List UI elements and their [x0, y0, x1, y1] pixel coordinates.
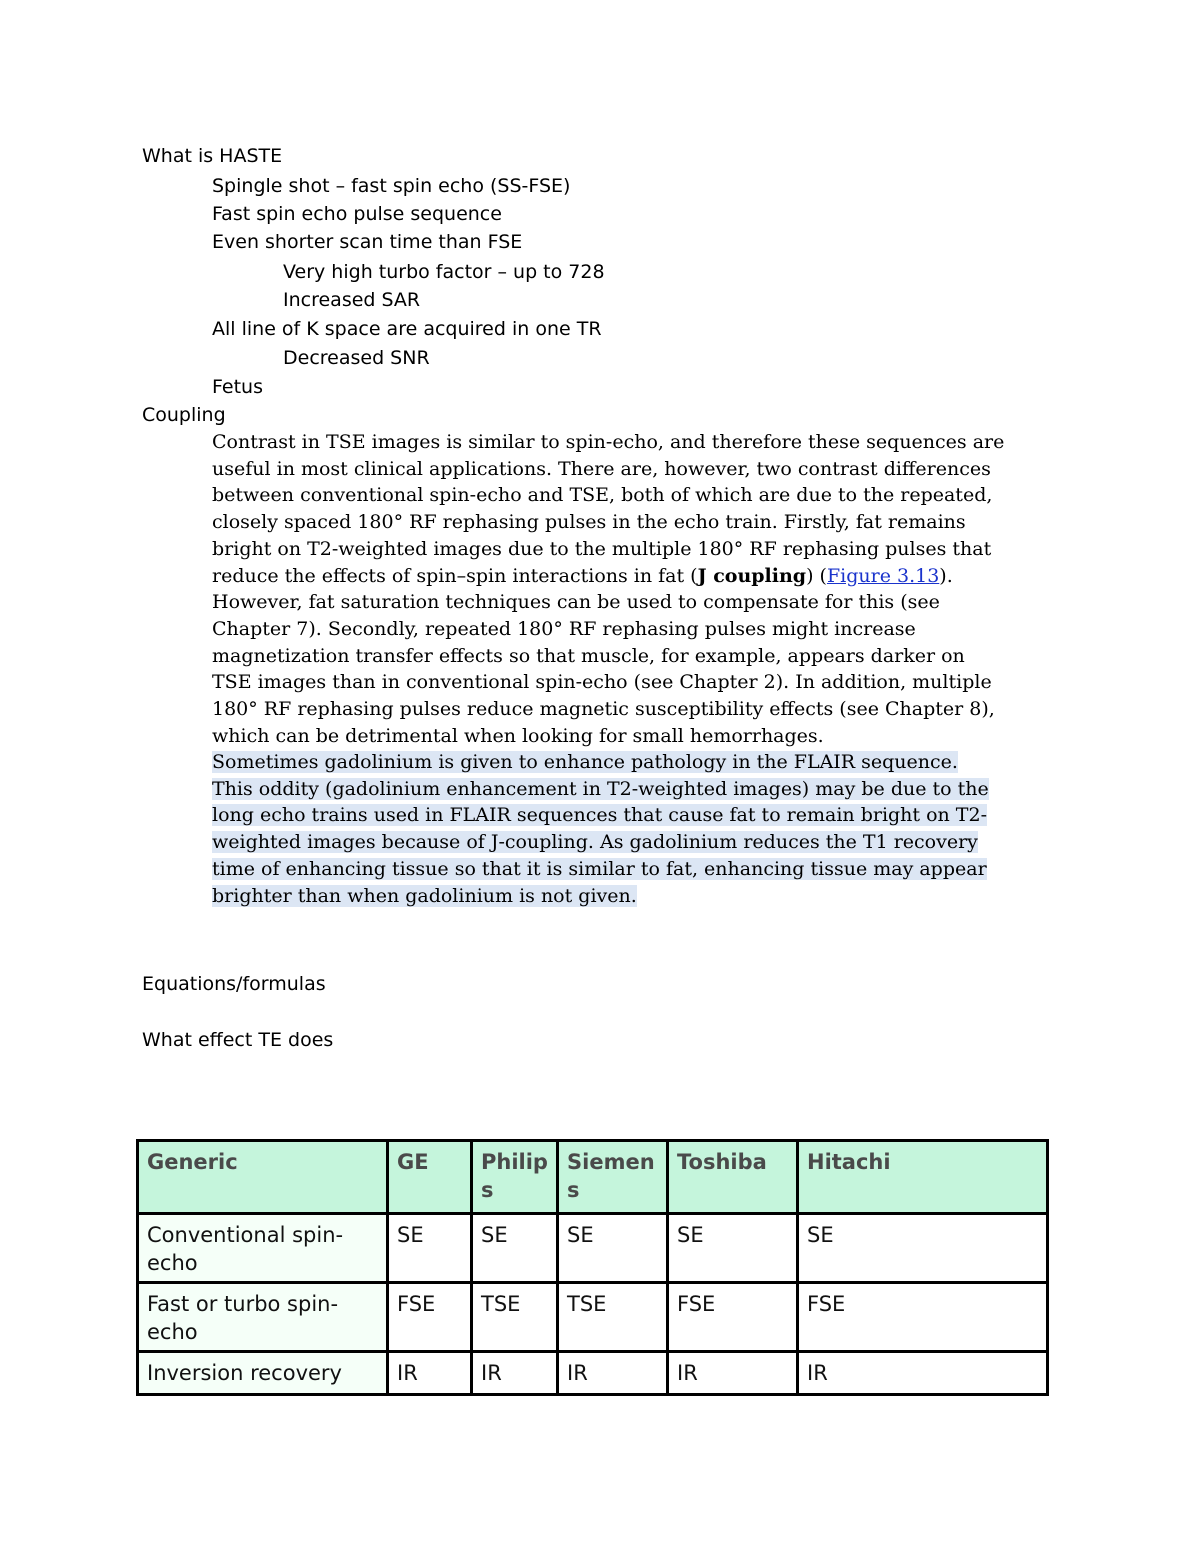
- column-header: Toshiba: [668, 1141, 798, 1214]
- table-row: [138, 1352, 1048, 1395]
- table-cell: TSE: [558, 1283, 668, 1352]
- column-header: Philips: [472, 1141, 558, 1214]
- table-cell: IR: [558, 1352, 668, 1395]
- table-cell: SE: [388, 1214, 472, 1283]
- table-cell: SE: [798, 1214, 1048, 1283]
- paragraph-line: closely spaced 180° RF rephasing pulses in the echo train. Firstly, fat remains: [212, 511, 966, 534]
- table-row: [138, 1283, 1048, 1352]
- highlighted-text: Sometimes gadolinium is given to enhance pathology in the FLAIR sequence.: [212, 751, 958, 773]
- paragraph-line: between conventional spin-echo and TSE, both of which are due to the repeated,: [212, 484, 993, 507]
- paragraph-line: Contrast in TSE images is similar to spin-echo, and therefore these sequences are: [212, 431, 1005, 453]
- table-cell: SE: [668, 1214, 798, 1283]
- table-cell: IR: [668, 1352, 798, 1395]
- table-cell: IR: [388, 1352, 472, 1395]
- paragraph-line: magnetization transfer effects so that muscle, for example, appears darker on: [212, 644, 965, 667]
- paragraph-line: useful in most clinical applications. There are, however, two contrast differences: [212, 457, 991, 480]
- text-span: ).: [939, 564, 953, 587]
- table-cell: FSE: [668, 1283, 798, 1352]
- outline-item: Increased SAR: [283, 289, 421, 311]
- table-cell: TSE: [472, 1283, 558, 1352]
- paragraph-line: 180° RF rephasing pulses reduce magnetic susceptibility effects (see Chapter 8),: [212, 698, 995, 721]
- highlighted-text: This oddity (gadolinium enhancement in T2-weighted images) may be due to the: [212, 777, 989, 800]
- highlighted-line: [212, 749, 1072, 776]
- outline-item: Spingle shot – fast spin echo (SS-FSE): [212, 175, 571, 197]
- highlighted-text: long echo trains used in FLAIR sequences that cause fat to remain bright on T2-: [212, 804, 987, 827]
- highlighted-line: [212, 776, 1072, 803]
- vendor-sequence-table: [136, 1139, 1049, 1396]
- highlighted-text: brighter than when gadolinium is not given.: [212, 884, 637, 907]
- highlighted-paragraph: [212, 749, 1072, 909]
- column-header: Generic: [138, 1141, 388, 1214]
- outline-item-coupling: Coupling: [142, 404, 226, 426]
- highlighted-text: time of enhancing tissue so that it is similar to fat, enhancing tissue may appear: [212, 857, 987, 880]
- table-cell: FSE: [388, 1283, 472, 1352]
- table-cell: FSE: [798, 1283, 1048, 1352]
- paragraph-line: bright on T2-weighted images due to the multiple 180° RF rephasing pulses that: [212, 537, 992, 560]
- outline-item: All line of K space are acquired in one TR: [212, 318, 602, 340]
- paragraph-line: which can be detrimental when looking for small hemorrhages.: [212, 724, 824, 747]
- paragraph-line: However, fat saturation techniques can be used to compensate for this (see: [212, 591, 940, 614]
- table-cell: Fast or turbo spin-echo: [138, 1283, 388, 1352]
- column-header: Siemens: [558, 1141, 668, 1214]
- highlighted-text: weighted images because of J-coupling. As gadolinium reduces the T1 recovery: [212, 831, 978, 854]
- outline-item: Even shorter scan time than FSE: [212, 231, 523, 253]
- figure-link[interactable]: Figure 3.13: [826, 564, 940, 587]
- table-cell: Inversion recovery: [138, 1352, 388, 1395]
- paragraph-line: Chapter 7). Secondly, repeated 180° RF rephasing pulses might increase: [212, 617, 916, 640]
- heading-te-effect: What effect TE does: [142, 1029, 334, 1051]
- outline-item: Fetus: [212, 376, 263, 398]
- table-cell: Conventional spin-echo: [138, 1214, 388, 1283]
- paragraph-line: TSE images than in conventional spin-echo (see Chapter 2). In addition, multiple: [212, 671, 992, 694]
- table-cell: IR: [472, 1352, 558, 1395]
- text-span: ) (: [806, 564, 827, 587]
- table-cell: SE: [472, 1214, 558, 1283]
- table-cell: SE: [558, 1214, 668, 1283]
- table-cell: IR: [798, 1352, 1048, 1395]
- highlighted-line: [212, 883, 1072, 910]
- heading-equations: Equations/formulas: [142, 973, 326, 995]
- outline-item: Fast spin echo pulse sequence: [212, 203, 502, 225]
- outline-item: Very high turbo factor – up to 728: [283, 261, 605, 283]
- column-header: Hitachi: [798, 1141, 1048, 1214]
- highlighted-line: [212, 829, 1072, 856]
- highlighted-line: [212, 802, 1072, 829]
- text-span: reduce the effects of spin–spin interactions in fat (: [212, 564, 698, 587]
- coupling-paragraph: [212, 429, 1072, 749]
- table-row: [138, 1214, 1048, 1283]
- outline-item-haste: What is HASTE: [142, 145, 283, 167]
- j-coupling-term: J coupling: [697, 564, 807, 587]
- column-header: GE: [388, 1141, 472, 1214]
- table-header-row: [138, 1141, 1048, 1214]
- outline-item: Decreased SNR: [283, 347, 430, 369]
- highlighted-line: [212, 856, 1072, 883]
- paragraph-line: [212, 563, 1072, 590]
